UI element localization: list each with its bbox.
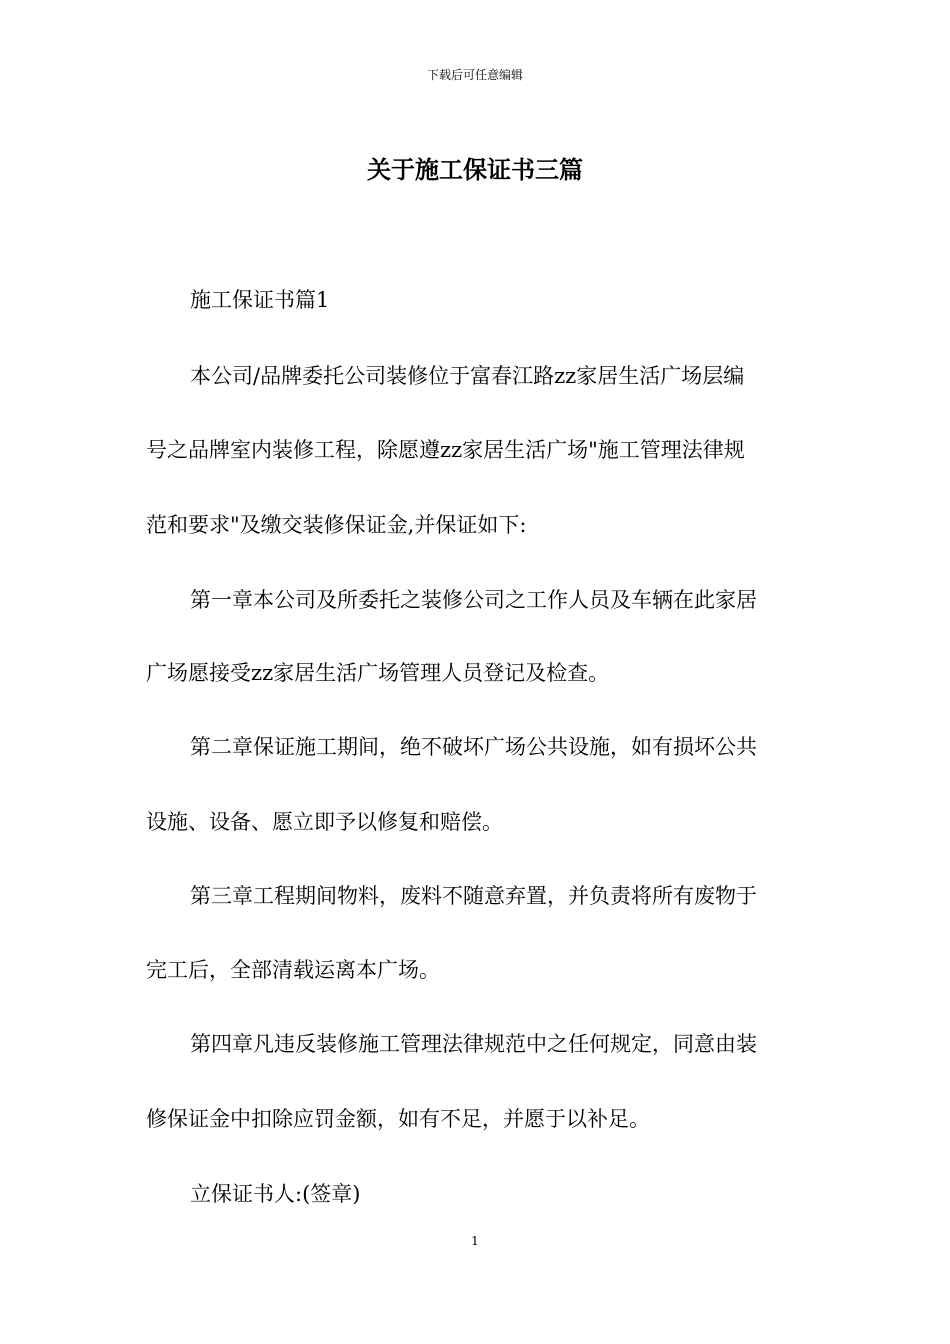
paragraph-line: 第一章本公司及所委托之装修公司之工作人员及车辆在此家居 [190, 588, 757, 612]
page-number: 1 [471, 1234, 479, 1248]
paragraph-line: 第三章工程期间物料，废料不随意弃置，并负责将所有废物于 [190, 884, 757, 908]
paragraph-line: 范和要求"及缴交装修保证金,并保证如下: [146, 513, 527, 537]
paragraph-line: 本公司/品牌委托公司装修位于富春江路zz家居生活广场层编 [190, 364, 745, 388]
paragraph-line: 第二章保证施工期间，绝不破坏广场公共设施，如有损坏公共 [190, 735, 757, 759]
paragraph-line: 完工后，全部清载运离本广场。 [146, 958, 440, 982]
paragraph-line: 第四章凡违反装修施工管理法律规范中之任何规定，同意由装 [190, 1032, 757, 1056]
section-heading: 施工保证书篇1 [190, 288, 330, 312]
paragraph-line: 修保证金中扣除应罚金额，如有不足，并愿于以补足。 [146, 1107, 650, 1131]
paragraph-line: 广场愿接受zz家居生活广场管理人员登记及检查。 [146, 661, 610, 685]
paragraph-line: 设施、设备、愿立即予以修复和赔偿。 [146, 810, 503, 834]
header-note: 下载后可任意编辑 [426, 68, 523, 82]
paragraph-line: 号之品牌室内装修工程，除愿遵zz家居生活广场"施工管理法律规 [146, 438, 745, 462]
signature-line: 立保证书人:(签章) [190, 1182, 361, 1206]
document-title: 关于施工保证书三篇 [367, 155, 583, 184]
